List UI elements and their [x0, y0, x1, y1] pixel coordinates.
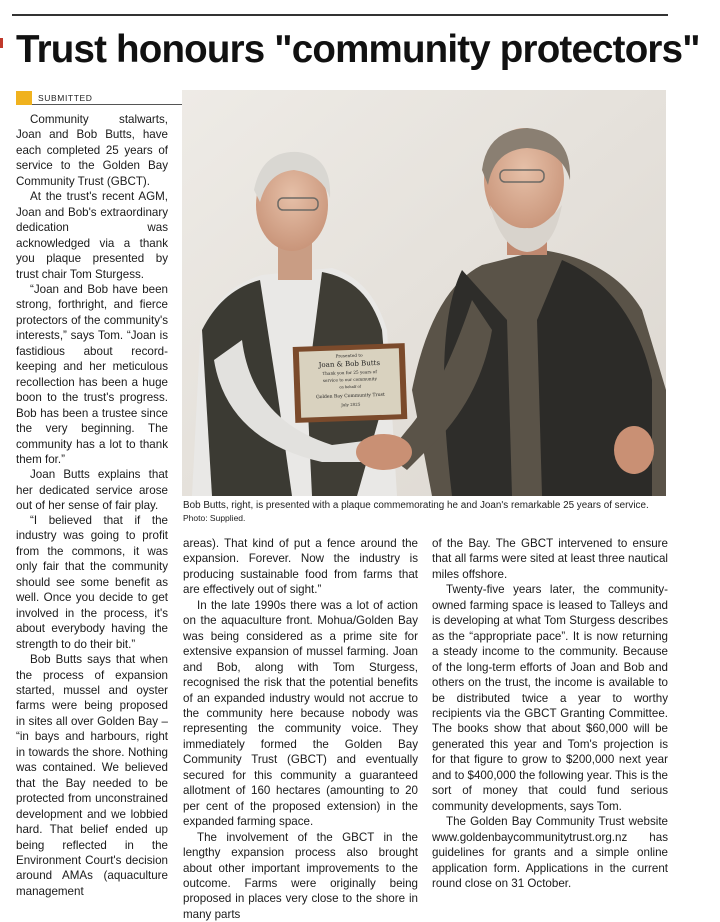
plaque-line: July 2025 — [341, 401, 361, 408]
article-column-2 — [183, 536, 418, 922]
plaque — [293, 343, 408, 423]
plaque-line: Presented to — [335, 352, 363, 359]
handshake — [356, 434, 412, 470]
paragraph: In the late 1990s there was a lot of action on the aquaculture front. Mohua/Golden Bay was being considered as a prime site for extensive expansion of mussel farming. Joan and Bob, along with Tom Sturgess, recognised the risk that the potential benefits of an expanded industry would not accrue to the community here because nobody was representing the community voice. They immediately formed the Golden Bay Community Trust (GBCT) and eventually secured for this community a guaranteed allotment of 160 hectares (amounting to 20 per cent of the proposed extension) in the expanded farming space. — [183, 598, 418, 829]
paragraph: At the trust's recent AGM, Joan and Bob's extraordinary dedication was acknowledged via a thank you plaque presented by trust chair Tom Sturgess. — [16, 190, 168, 281]
plaque-line: on behalf of — [339, 384, 362, 390]
paragraph: of the Bay. The GBCT intervened to ensure that all farms were sited at least three nautical miles offshore. — [432, 537, 668, 581]
top-rule — [12, 14, 668, 16]
page-edge-mark — [0, 38, 3, 48]
paragraph: The Golden Bay Community Trust website www.goldenbaycommunitytrust.org.nz has guidelines for grants and a simple online application form. Applications in the current round close on 31 October. — [432, 815, 668, 890]
article-column-1-lower — [16, 513, 168, 899]
article-photo — [182, 90, 666, 496]
caption-credit: Photo: Supplied. — [183, 513, 246, 523]
section-tag — [16, 91, 168, 105]
paragraph: Joan Butts explains that her dedicated service arose out of her sense of fair play. — [16, 468, 168, 513]
plaque-line: service to our community — [322, 376, 378, 383]
paragraph: “I believed that if the industry was going to profit from the commons, it was only fair that the community should see some benefit as well. Once you decide to get involved in the process, it's about everybody having the strength to do their bit.” — [16, 514, 168, 651]
photo-caption — [183, 499, 671, 525]
article-column-3 — [432, 536, 668, 891]
tag-label: SUBMITTED — [38, 93, 93, 103]
paragraph: Bob Butts says that when the process of expansion started, mussel and oyster farms were being proposed in sites all over Golden Bay – “in bays and harbours, right in towards the shore. Nothing was contained. We believed that the Bay needed to be protected from unconstrained development and we lobbied hard. That belief ended up being reflected in the Environment Court's decision around AMAs (aquaculture management — [16, 653, 168, 898]
plaque-line: Joan & Bob Butts — [318, 358, 381, 370]
paragraph: areas). That kind of put a fence around the expansion. Forever. Now the industry is producing sustainable food from farms that are effectively out of sight.” — [183, 537, 418, 597]
headline: Trust honours "community protectors" — [16, 28, 700, 71]
paragraph: Community stalwarts, Joan and Bob Butts, have each completed 25 years of service to the Golden Bay Community Trust (GBCT). — [16, 113, 168, 188]
paragraph: “Joan and Bob have been strong, forthright, and fierce protectors of the community's interests,” says Tom. “Joan is fastidious about record-keeping and her meticulous recollection has been a huge boon to the trust's progress. Bob has been a trustee since the very beginning. The community has a lot to thank them for.” — [16, 282, 168, 466]
plaque-line: Golden Bay Community Trust — [315, 392, 385, 401]
tag-underline — [32, 104, 184, 105]
article-column-1 — [16, 112, 168, 514]
plaque-line: Thank you for 25 years of — [322, 369, 377, 376]
tag-color-box — [16, 91, 32, 105]
paragraph: Twenty-five years later, the community-owned farming space is leased to Talleys and is developing at what Tom Sturgess describes as the “appropriate pace”. It is now returning a steady income to the community. Because of the long-term efforts of Joan and Bob and others on the trust, the income is available to be distributed twice a year to worthy recipients via the GBCT Granting Committee. The books show that about $60,000 will be generated this year and Tom's projection is for that figure to grow to $200,000 next year and to $400,000 the following year. This is the sort of money that could fund serious community developments, says Tom. — [432, 583, 668, 813]
caption-text: Bob Butts, right, is presented with a plaque commemorating he and Joan's remarkable 25 years of service. — [183, 500, 649, 511]
paragraph: The involvement of the GBCT in the lengthy expansion process also brought about other important improvements to the outcome. Farms were originally being proposed in places very close to the shore in many parts — [183, 830, 418, 921]
